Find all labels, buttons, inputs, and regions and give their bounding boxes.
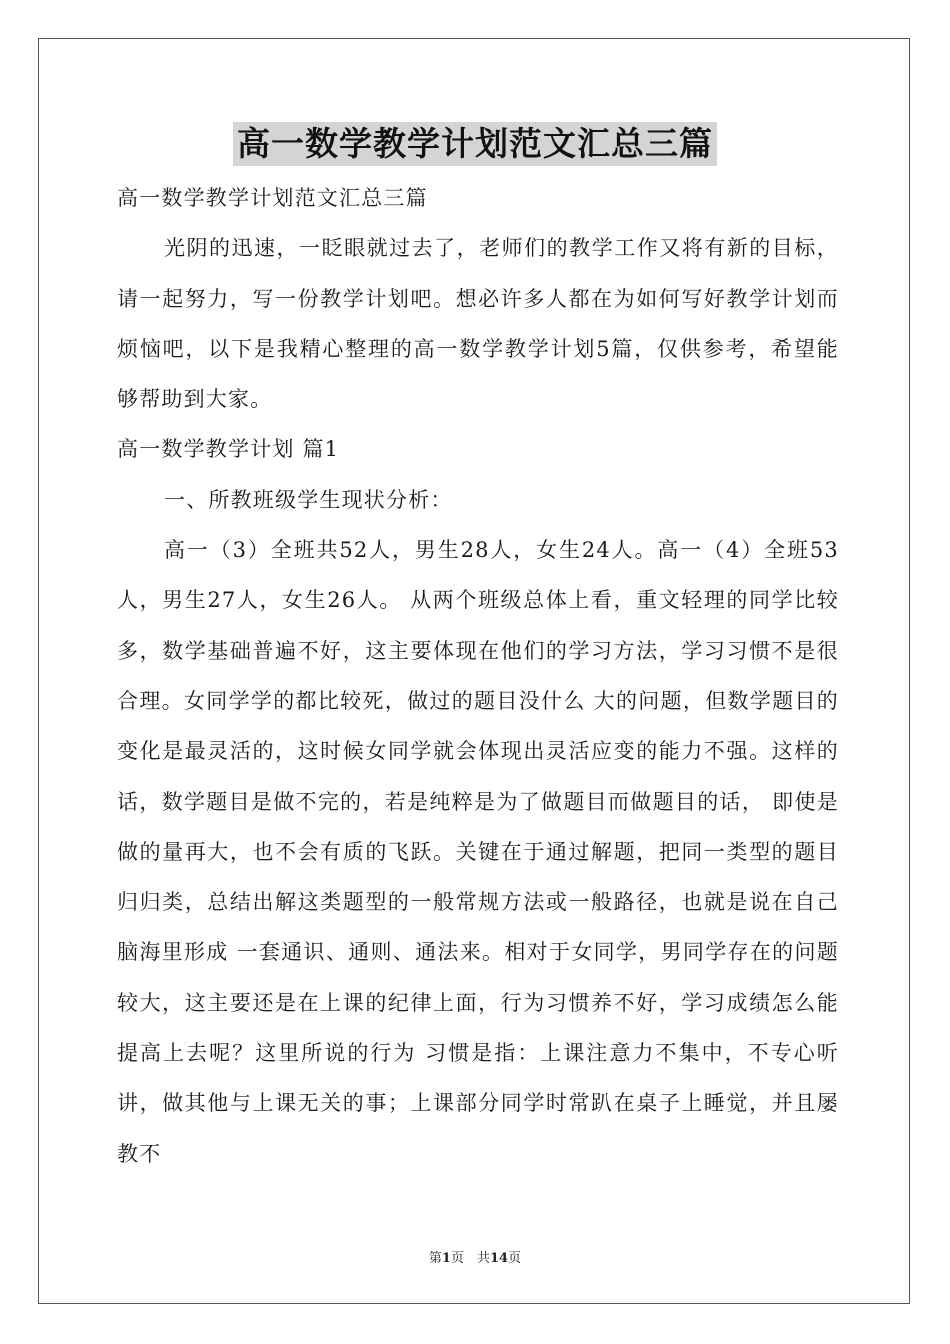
document-title: 高一数学教学计划范文汇总三篇 xyxy=(233,122,717,166)
section-heading: 高一数学教学计划 篇1 xyxy=(117,437,340,462)
page-number: 1 xyxy=(441,1251,451,1266)
document-subtitle: 高一数学教学计划范文汇总三篇 xyxy=(117,186,428,210)
document-body xyxy=(117,173,839,1179)
body-paragraph: 高一（3）全班共52人，男生28人，女生24人。高一（4）全班53人，男生27人，女生26人。 从两个班级总体上看，重文轻理的同学比较多，数学基础普遍不好，这主要体现在他们的学习方法，学习习惯不是很合理。女同学学的都比较死，做过的题目没什么 大的问题，但数学题目的变化是最灵活的，这时候女同学就会体现出灵活应变的能力不强。这样的话，数学题目是做不完的，若是纯粹是为了做题目而做题目的话， 即使是做的量再大，也不会有质的飞跃。关键在于通过解题，把同一类型的题目归归类，总结出解这类题型的一般常规方法或一般路径，也就是说在自己脑海里形成 一套通识、通则、通法来。相对于女同学，男同学存在的问题较大，这主要还是在上课的纪律上面，行为习惯养不好，学习成绩怎么能提高上去呢？这里所说的行为 习惯是指：上课注意力不集中，不专心听讲，做其他与上课无关的事；上课部分同学时常趴在桌子上睡觉，并且屡教不 xyxy=(117,538,839,1166)
page-total: 14 xyxy=(489,1251,509,1266)
intro-paragraph: 光阴的迅速，一眨眼就过去了，老师们的教学工作又将有新的目标，请一起努力，写一份教学计划吧。想必许多人都在为如何写好教学计划而烦恼吧，以下是我精心整理的高一数学教学计划5篇，仅供参考，希望能够帮助到大家。 xyxy=(117,236,839,412)
title-container xyxy=(0,122,950,166)
page-prefix: 第 xyxy=(428,1251,442,1266)
subsection-heading: 一、所教班级学生现状分析： xyxy=(164,487,453,512)
page-suffix: 页 xyxy=(508,1251,522,1266)
page-mid: 页 共 xyxy=(450,1251,490,1266)
page-footer xyxy=(0,1247,950,1266)
